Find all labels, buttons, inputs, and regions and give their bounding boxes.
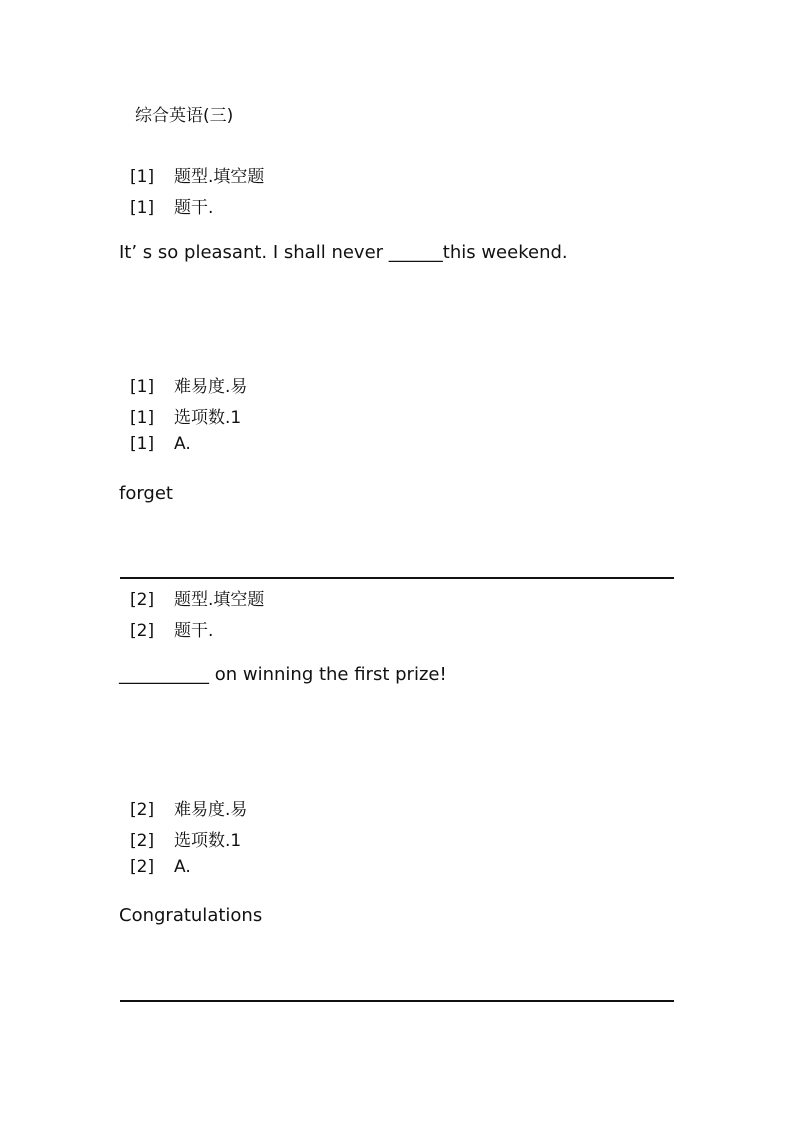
question-type-line	[130, 162, 264, 187]
question-type-label: 题型.填空题	[174, 167, 265, 187]
question-number: [2]	[130, 590, 155, 610]
question-difficulty-line	[130, 795, 247, 820]
question-stem-label: 题干.	[174, 198, 214, 218]
question-number: [1]	[130, 408, 155, 428]
question-difficulty-label: 难易度.易	[174, 800, 248, 820]
question-options-label: 选项数.1	[174, 408, 242, 428]
question-option-label: A.	[174, 434, 191, 454]
question-number: [1]	[130, 167, 155, 187]
question-number: [2]	[130, 800, 155, 820]
question-separator	[120, 1000, 674, 1002]
page-title: 综合英语(三)	[135, 106, 234, 126]
question-difficulty-line	[130, 372, 247, 397]
question-options-line	[130, 826, 241, 851]
question-type-line	[130, 585, 264, 610]
question-option-label: A.	[174, 857, 191, 877]
question-number: [1]	[130, 198, 155, 218]
question-number: [2]	[130, 857, 155, 877]
question-separator	[120, 577, 674, 579]
question-number: [2]	[130, 621, 155, 641]
question-stem-text: __________ on winning the first prize!	[119, 664, 447, 685]
question-difficulty-label: 难易度.易	[174, 377, 248, 397]
question-stem-text: It’ s so pleasant. I shall never ______this weekend.	[119, 242, 568, 263]
question-option-line	[130, 434, 191, 454]
question-option-line	[130, 857, 191, 877]
question-stem-label: 题干.	[174, 621, 214, 641]
question-stem-label-line	[130, 193, 213, 218]
question-number: [1]	[130, 377, 155, 397]
question-type-label: 题型.填空题	[174, 590, 265, 610]
question-options-label: 选项数.1	[174, 831, 242, 851]
question-number: [2]	[130, 831, 155, 851]
question-number: [1]	[130, 434, 155, 454]
question-answer: forget	[119, 483, 173, 504]
question-options-line	[130, 403, 241, 428]
question-answer: Congratulations	[119, 905, 263, 926]
question-stem-label-line	[130, 616, 213, 641]
